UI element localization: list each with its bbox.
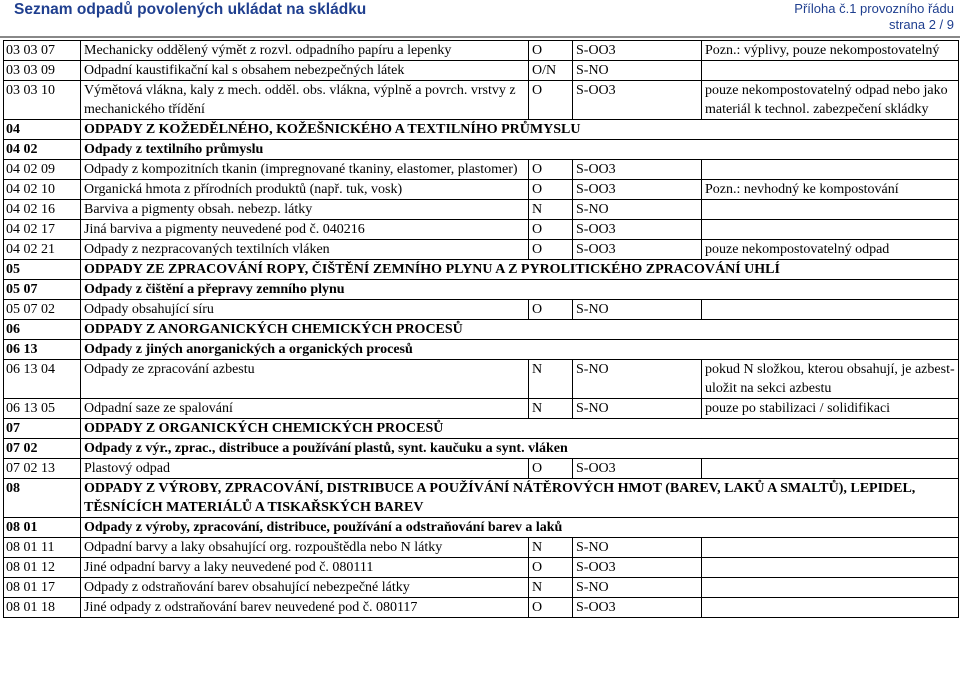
- waste-code-cell: 08 01 12: [4, 558, 81, 578]
- waste-category-cell: O/N: [529, 61, 573, 81]
- landfill-class-cell: S-OO3: [573, 220, 702, 240]
- landfill-class-cell: S-NO: [573, 300, 702, 320]
- landfill-class-cell: S-NO: [573, 200, 702, 220]
- annex-label: Příloha č.1 provozního řádu: [794, 1, 954, 16]
- waste-name-cell: Odpady z nezpracovaných textilních vláken: [81, 240, 529, 260]
- landfill-class-cell: S-NO: [573, 360, 702, 399]
- table-section-row: [4, 518, 959, 538]
- waste-code-cell: 07: [4, 419, 81, 439]
- waste-category-cell: N: [529, 399, 573, 419]
- table-section-row: [4, 479, 959, 518]
- note-cell: [702, 160, 959, 180]
- landfill-class-cell: S-OO3: [573, 41, 702, 61]
- waste-name-cell: Odpady z výroby, zpracování, distribuce, používání a odstraňování barev a laků: [81, 518, 959, 538]
- waste-code-cell: 03 03 10: [4, 81, 81, 120]
- waste-category-cell: O: [529, 300, 573, 320]
- waste-category-cell: N: [529, 538, 573, 558]
- waste-name-cell: Odpady z odstraňování barev obsahující nebezpečné látky: [81, 578, 529, 598]
- waste-name-cell: ODPADY Z VÝROBY, ZPRACOVÁNÍ, DISTRIBUCE A POUŽÍVÁNÍ NÁTĚROVÝCH HMOT (BAREV, LAKŮ A SMALTŮ), LEPIDEL, TĚSNÍCÍCH MATERIÁLŮ A TISKAŘSKÝCH BAREV: [81, 479, 959, 518]
- table-section-row: [4, 340, 959, 360]
- landfill-class-cell: S-NO: [573, 538, 702, 558]
- table-section-row: [4, 140, 959, 160]
- waste-code-cell: 08: [4, 479, 81, 518]
- waste-code-cell: 06 13: [4, 340, 81, 360]
- note-cell: pouze nekompostovatelný odpad nebo jako materiál k technol. zabezpečení skládky: [702, 81, 959, 120]
- waste-category-cell: N: [529, 360, 573, 399]
- note-cell: Pozn.: výplivy, pouze nekompostovatelný: [702, 41, 959, 61]
- landfill-class-cell: S-NO: [573, 61, 702, 81]
- waste-name-cell: Barviva a pigmenty obsah. nebezp. látky: [81, 200, 529, 220]
- landfill-class-cell: S-OO3: [573, 180, 702, 200]
- waste-name-cell: Jiné odpady z odstraňování barev neuvedené pod č. 080117: [81, 598, 529, 618]
- waste-code-cell: 07 02 13: [4, 459, 81, 479]
- table-row: [4, 220, 959, 240]
- waste-name-cell: Jiná barviva a pigmenty neuvedené pod č. 040216: [81, 220, 529, 240]
- table-row: [4, 61, 959, 81]
- note-cell: [702, 558, 959, 578]
- page-number: strana 2 / 9: [888, 17, 954, 32]
- page-header: [0, 0, 960, 38]
- waste-code-cell: 08 01: [4, 518, 81, 538]
- waste-name-cell: Odpadní kaustifikační kal s obsahem nebezpečných látek: [81, 61, 529, 81]
- note-cell: pokud N složkou, kterou obsahují, je azbest- uložit na sekci azbestu: [702, 360, 959, 399]
- note-cell: [702, 598, 959, 618]
- landfill-class-cell: S-OO3: [573, 81, 702, 120]
- waste-name-cell: Odpady z čištění a přepravy zemního plynu: [81, 280, 959, 300]
- waste-category-cell: O: [529, 81, 573, 120]
- waste-category-cell: O: [529, 180, 573, 200]
- table-row: [4, 240, 959, 260]
- waste-category-cell: O: [529, 41, 573, 61]
- table-row: [4, 81, 959, 120]
- table-section-row: [4, 260, 959, 280]
- waste-code-cell: 03 03 07: [4, 41, 81, 61]
- table-row: [4, 41, 959, 61]
- note-cell: [702, 200, 959, 220]
- waste-table-body: [4, 41, 959, 618]
- waste-code-cell: 08 01 11: [4, 538, 81, 558]
- note-cell: [702, 459, 959, 479]
- waste-code-cell: 05 07: [4, 280, 81, 300]
- waste-category-cell: O: [529, 598, 573, 618]
- table-row: [4, 459, 959, 479]
- waste-name-cell: ODPADY Z ORGANICKÝCH CHEMICKÝCH PROCESŮ: [81, 419, 959, 439]
- waste-name-cell: Odpadní barvy a laky obsahující org. rozpouštědla nebo N látky: [81, 538, 529, 558]
- landfill-class-cell: S-OO3: [573, 160, 702, 180]
- waste-category-cell: O: [529, 558, 573, 578]
- waste-name-cell: Organická hmota z přírodních produktů (např. tuk, vosk): [81, 180, 529, 200]
- table-section-row: [4, 120, 959, 140]
- note-cell: [702, 61, 959, 81]
- waste-name-cell: Mechanicky oddělený výmět z rozvl. odpadního papíru a lepenky: [81, 41, 529, 61]
- waste-name-cell: ODPADY Z KOŽEDĚLNÉHO, KOŽEŠNICKÉHO A TEXTILNÍHO PRŮMYSLU: [81, 120, 959, 140]
- note-cell: pouze nekompostovatelný odpad: [702, 240, 959, 260]
- waste-code-cell: 04 02 17: [4, 220, 81, 240]
- waste-code-cell: 06 13 04: [4, 360, 81, 399]
- landfill-class-cell: S-NO: [573, 399, 702, 419]
- landfill-class-cell: S-OO3: [573, 459, 702, 479]
- table-row: [4, 160, 959, 180]
- waste-code-cell: 04 02 16: [4, 200, 81, 220]
- table-section-row: [4, 439, 959, 459]
- waste-table: [3, 40, 959, 618]
- table-section-row: [4, 320, 959, 340]
- waste-code-cell: 03 03 09: [4, 61, 81, 81]
- landfill-class-cell: S-OO3: [573, 558, 702, 578]
- note-cell: Pozn.: nevhodný ke kompostování: [702, 180, 959, 200]
- note-cell: [702, 538, 959, 558]
- waste-name-cell: Jiné odpadní barvy a laky neuvedené pod č. 080111: [81, 558, 529, 578]
- waste-category-cell: N: [529, 200, 573, 220]
- landfill-class-cell: S-OO3: [573, 240, 702, 260]
- waste-name-cell: ODPADY ZE ZPRACOVÁNÍ ROPY, ČIŠTĚNÍ ZEMNÍHO PLYNU A Z PYROLITICKÉHO ZPRACOVÁNÍ UHLÍ: [81, 260, 959, 280]
- waste-code-cell: 05 07 02: [4, 300, 81, 320]
- table-row: [4, 360, 959, 399]
- document-title: Seznam odpadů povolených ukládat na skládku: [14, 1, 367, 18]
- waste-category-cell: N: [529, 578, 573, 598]
- waste-code-cell: 04 02: [4, 140, 81, 160]
- waste-code-cell: 04 02 09: [4, 160, 81, 180]
- table-row: [4, 538, 959, 558]
- waste-name-cell: Plastový odpad: [81, 459, 529, 479]
- waste-code-cell: 06 13 05: [4, 399, 81, 419]
- waste-category-cell: O: [529, 240, 573, 260]
- waste-name-cell: Odpady z kompozitních tkanin (impregnované tkaniny, elastomer, plastomer): [81, 160, 529, 180]
- table-row: [4, 558, 959, 578]
- waste-code-cell: 04: [4, 120, 81, 140]
- note-cell: [702, 578, 959, 598]
- waste-code-cell: 07 02: [4, 439, 81, 459]
- waste-name-cell: Odpady z textilního průmyslu: [81, 140, 959, 160]
- table-row: [4, 180, 959, 200]
- waste-category-cell: O: [529, 160, 573, 180]
- waste-code-cell: 08 01 18: [4, 598, 81, 618]
- table-section-row: [4, 280, 959, 300]
- waste-name-cell: Odpady z jiných anorganických a organických procesů: [81, 340, 959, 360]
- table-row: [4, 598, 959, 618]
- table-row: [4, 399, 959, 419]
- waste-code-cell: 05: [4, 260, 81, 280]
- waste-name-cell: Odpady obsahující síru: [81, 300, 529, 320]
- note-cell: pouze po stabilizaci / solidifikaci: [702, 399, 959, 419]
- waste-code-cell: 04 02 21: [4, 240, 81, 260]
- table-row: [4, 578, 959, 598]
- waste-code-cell: 08 01 17: [4, 578, 81, 598]
- waste-name-cell: Výmětová vlákna, kaly z mech. odděl. obs. vlákna, výplně a povrch. vrstvy z mechanického třídění: [81, 81, 529, 120]
- waste-name-cell: Odpadní saze ze spalování: [81, 399, 529, 419]
- header-divider: [0, 36, 960, 38]
- landfill-class-cell: S-NO: [573, 578, 702, 598]
- waste-name-cell: Odpady ze zpracování azbestu: [81, 360, 529, 399]
- waste-name-cell: Odpady z výr., zprac., distribuce a používání plastů, synt. kaučuku a synt. vláken: [81, 439, 959, 459]
- table-section-row: [4, 419, 959, 439]
- waste-name-cell: ODPADY Z ANORGANICKÝCH CHEMICKÝCH PROCESŮ: [81, 320, 959, 340]
- waste-category-cell: O: [529, 459, 573, 479]
- landfill-class-cell: S-OO3: [573, 598, 702, 618]
- note-cell: [702, 300, 959, 320]
- waste-category-cell: O: [529, 220, 573, 240]
- table-row: [4, 300, 959, 320]
- waste-code-cell: 04 02 10: [4, 180, 81, 200]
- note-cell: [702, 220, 959, 240]
- waste-code-cell: 06: [4, 320, 81, 340]
- table-row: [4, 200, 959, 220]
